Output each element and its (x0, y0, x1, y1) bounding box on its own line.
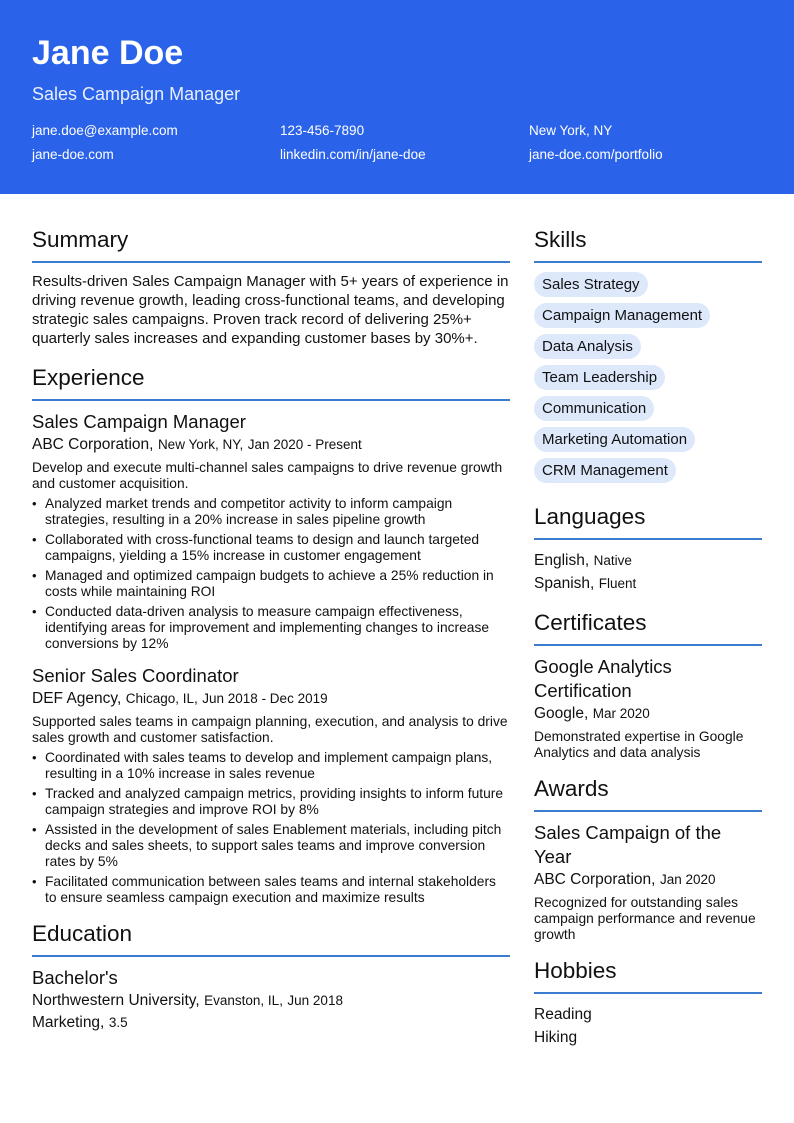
certificate-date: Mar 2020 (592, 706, 650, 721)
skill-chip: CRM Management (534, 458, 676, 483)
language-name: Spanish, (534, 575, 595, 592)
experience-heading: Experience (32, 364, 510, 401)
language-item (534, 549, 762, 572)
job-bullet: • Facilitated communication between sales teams and internal stakeholders to ensure seamless campaign execution and maximize results (32, 874, 510, 906)
certificate-meta (534, 703, 762, 725)
certificate-description: Demonstrated expertise in Google Analytics and data analysis (534, 729, 744, 760)
awards-heading: Awards (534, 775, 762, 812)
award-issuer: ABC Corporation, (534, 871, 656, 888)
job-bullet: • Conducted data-driven analysis to measure campaign effectiveness, identifying areas for improvement and implementing changes to increase conversions by 12% (32, 604, 510, 652)
job-entry (32, 664, 510, 906)
location-text: New York, NY (529, 123, 613, 138)
award-date: Jan 2020 (659, 872, 716, 887)
job-company: DEF Agency, (32, 690, 122, 707)
award-meta (534, 869, 762, 891)
phone-number[interactable]: 123-456-7890 (280, 123, 365, 138)
school-name: Northwestern University, (32, 992, 200, 1009)
job-bullet: • Managed and optimized campaign budgets to achieve a 25% reduction in costs while maintaining ROI (32, 568, 510, 600)
summary-heading: Summary (32, 226, 510, 263)
education-heading: Education (32, 920, 510, 957)
gpa-value: 3.5 (108, 1015, 128, 1030)
certificates-heading: Certificates (534, 609, 762, 646)
resume-header (0, 0, 794, 194)
candidate-name: Jane Doe (32, 34, 184, 72)
award-description: Recognized for outstanding sales campaign performance and revenue growth (534, 895, 756, 942)
job-title: Sales Campaign Manager (32, 411, 246, 432)
languages-heading: Languages (534, 503, 762, 540)
job-bullets (32, 496, 510, 652)
certificate-issuer: Google, (534, 705, 589, 722)
job-description: Develop and execute multi-channel sales campaigns to drive revenue growth and customer acquisition. (32, 460, 503, 491)
language-level: Fluent (598, 576, 637, 591)
main-column (32, 226, 510, 1034)
awards-section (534, 775, 762, 943)
education-section (32, 920, 510, 1034)
skill-chip: Communication (534, 396, 654, 421)
skill-chip: Sales Strategy (534, 272, 648, 297)
certificates-section (534, 609, 762, 761)
linkedin-link[interactable]: linkedin.com/in/jane-doe (280, 147, 426, 162)
hobby-item: Hiking (534, 1029, 578, 1046)
hobby-item: Reading (534, 1006, 592, 1023)
award-name: Sales Campaign of the Year (534, 822, 722, 867)
email-link[interactable]: jane.doe@example.com (32, 123, 178, 138)
job-entry (32, 410, 510, 652)
experience-section (32, 364, 510, 906)
hobbies-heading: Hobbies (534, 957, 762, 994)
job-meta (32, 688, 510, 710)
job-bullet: • Collaborated with cross-functional teams to design and launch targeted campaigns, yielding a 15% increase in customer engagement (32, 532, 510, 564)
job-description: Supported sales teams in campaign planning, execution, and analysis to drive sales growth and customer satisfaction. (32, 714, 508, 745)
job-bullet: • Tracked and analyzed campaign metrics, providing insights to inform future campaign strategies and improve ROI by 8% (32, 786, 510, 818)
job-bullet: • Coordinated with sales teams to develop and implement campaign plans, resulting in a 10% increase in sales revenue (32, 750, 510, 782)
summary-text: Results-driven Sales Campaign Manager with 5+ years of experience in driving revenue growth, leading cross-functional teams, and developing strategic sales campaigns. Proven track record of delivering 25%+ quarterly sales increases and expanding customer bases by 30%+. (32, 273, 509, 347)
skill-chip: Marketing Automation (534, 427, 695, 452)
education-meta (32, 990, 510, 1012)
job-bullets (32, 750, 510, 906)
language-level: Native (593, 553, 632, 568)
job-meta (32, 434, 510, 456)
website-link[interactable]: jane-doe.com (32, 147, 114, 162)
school-location: Evanston, IL, (204, 993, 283, 1008)
job-dates: Jun 2018 - Dec 2019 (202, 691, 328, 706)
skills-section (534, 226, 762, 489)
job-title: Senior Sales Coordinator (32, 665, 239, 686)
degree-title: Bachelor's (32, 967, 118, 988)
language-item (534, 572, 762, 595)
certificate-name: Google Analytics Certification (534, 656, 672, 701)
job-bullet: • Assisted in the development of sales Enablement materials, including pitch decks and sales sheets, to support sales teams and improve conversion rates by 5% (32, 822, 510, 870)
skills-heading: Skills (534, 226, 762, 263)
job-bullet: • Analyzed market trends and competitor activity to inform campaign strategies, resulting in a 20% increase in sales pipeline growth (32, 496, 510, 528)
field-of-study: Marketing, (32, 1014, 105, 1031)
side-column (534, 226, 762, 1049)
portfolio-link[interactable]: jane-doe.com/portfolio (529, 147, 663, 162)
languages-section (534, 503, 762, 595)
skill-chip: Team Leadership (534, 365, 665, 390)
summary-section (32, 226, 510, 348)
skills-list (534, 272, 762, 489)
graduation-date: Jun 2018 (287, 993, 343, 1008)
language-name: English, (534, 552, 590, 569)
job-location: New York, NY, (157, 437, 244, 452)
hobbies-section (534, 957, 762, 1049)
education-field-row (32, 1012, 510, 1034)
job-location: Chicago, IL, (125, 691, 198, 706)
candidate-role: Sales Campaign Manager (32, 84, 241, 104)
skill-chip: Campaign Management (534, 303, 710, 328)
job-company: ABC Corporation, (32, 436, 154, 453)
skill-chip: Data Analysis (534, 334, 641, 359)
job-dates: Jan 2020 - Present (247, 437, 362, 452)
